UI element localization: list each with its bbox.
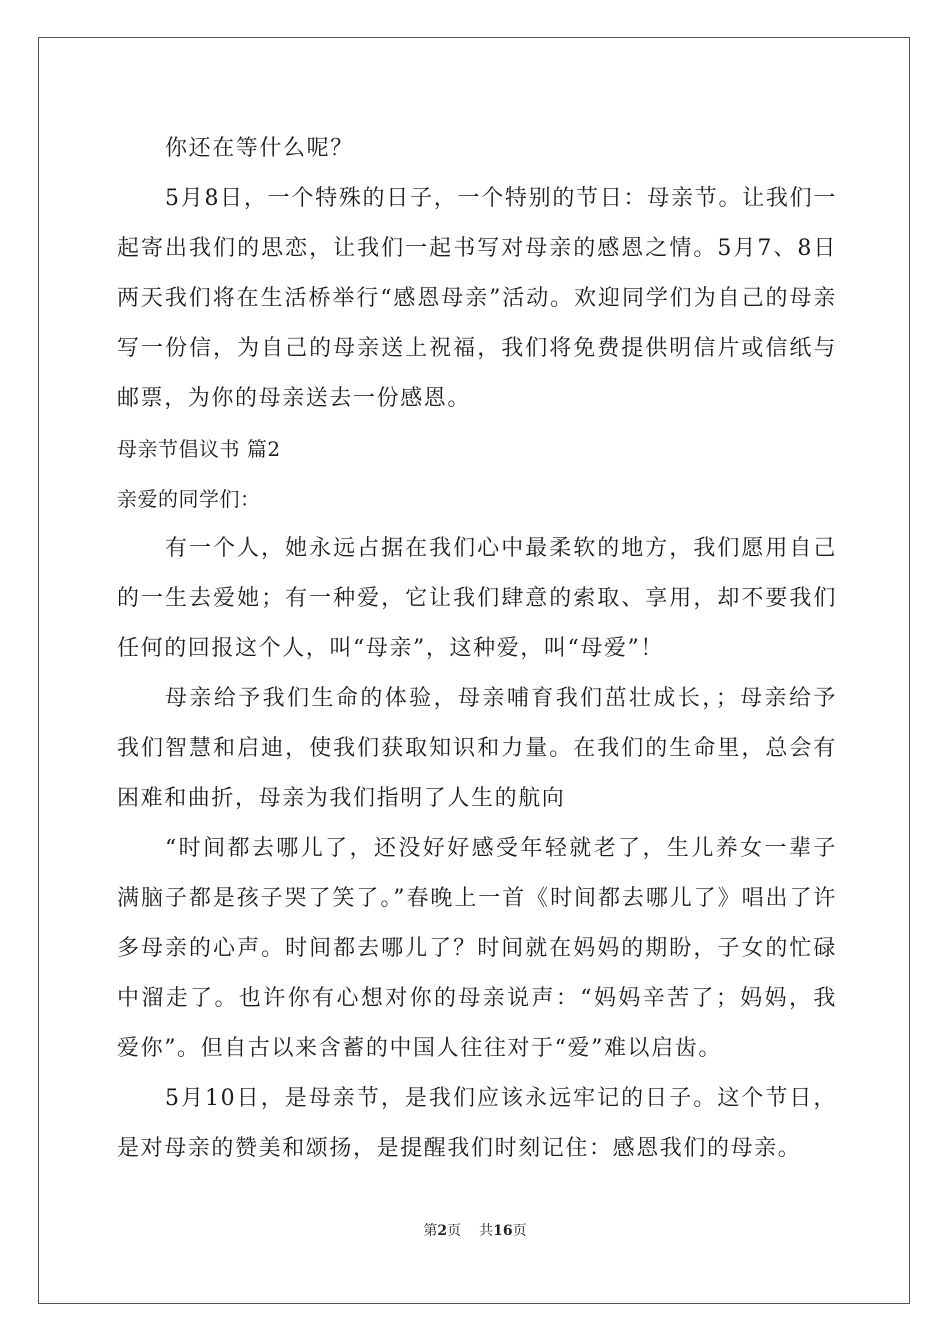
page-footer bbox=[0, 1220, 950, 1240]
page-number: 2 bbox=[437, 1223, 448, 1239]
total-prefix: 共 bbox=[479, 1223, 494, 1239]
section-heading: 母亲节倡议书 篇2 bbox=[117, 437, 281, 461]
page-prefix: 第 bbox=[423, 1223, 438, 1239]
paragraph-mother-gifts: 母亲给予我们生命的体验，母亲哺育我们茁壮成长，；母亲给予我们智慧和启迪，使我们获取知识和力量。在我们的生命里，总会有困难和曲折，母亲为我们指明了人生的航向 bbox=[117, 686, 837, 811]
paragraph-closing-question: 你还在等什么呢？ bbox=[165, 136, 354, 161]
paragraph-mother-love: 有一个人，她永远占据在我们心中最柔软的地方，我们愿用自己的一生去爱她；有一种爱，它让我们肆意的索取、享用，却不要我们任何的回报这个人，叫“母亲”，这种爱，叫“母爱”！ bbox=[117, 536, 837, 661]
page-suffix: 页 bbox=[447, 1223, 462, 1239]
paragraph-event-notice: 5月8日，一个特殊的日子，一个特别的节日：母亲节。让我们一起寄出我们的思恋，让我们一起书写对母亲的感恩之情。5月7、8日两天我们将在生活桥举行“感恩母亲”活动。欢迎同学们为自己的母亲写一份信，为自己的母亲送上祝福，我们将免费提供明信片或信纸与邮票，为你的母亲送去一份感恩。 bbox=[117, 186, 837, 411]
paragraph-mothers-day: 5月10日，是母亲节，是我们应该永远牢记的日子。这个节日，是对母亲的赞美和颂扬，是提醒我们时刻记住：感恩我们的母亲。 bbox=[117, 1086, 837, 1161]
paragraph-song-quote: “时间都去哪儿了，还没好好感受年轻就老了，生儿养女一辈子满脑子都是孩子哭了笑了。”春晚上一首《时间都去哪儿了》唱出了许多母亲的心声。时间都去哪儿了？时间就在妈妈的期盼，子女的忙碌中溜走了。也许你有心想对你的母亲说声：“妈妈辛苦了；妈妈，我爱你”。但自古以来含蓄的中国人往往对于“爱”难以启齿。 bbox=[117, 836, 837, 1061]
document-body bbox=[117, 124, 837, 1174]
total-pages: 16 bbox=[493, 1223, 513, 1239]
salutation: 亲爱的同学们： bbox=[117, 487, 261, 511]
total-suffix: 页 bbox=[512, 1223, 527, 1239]
